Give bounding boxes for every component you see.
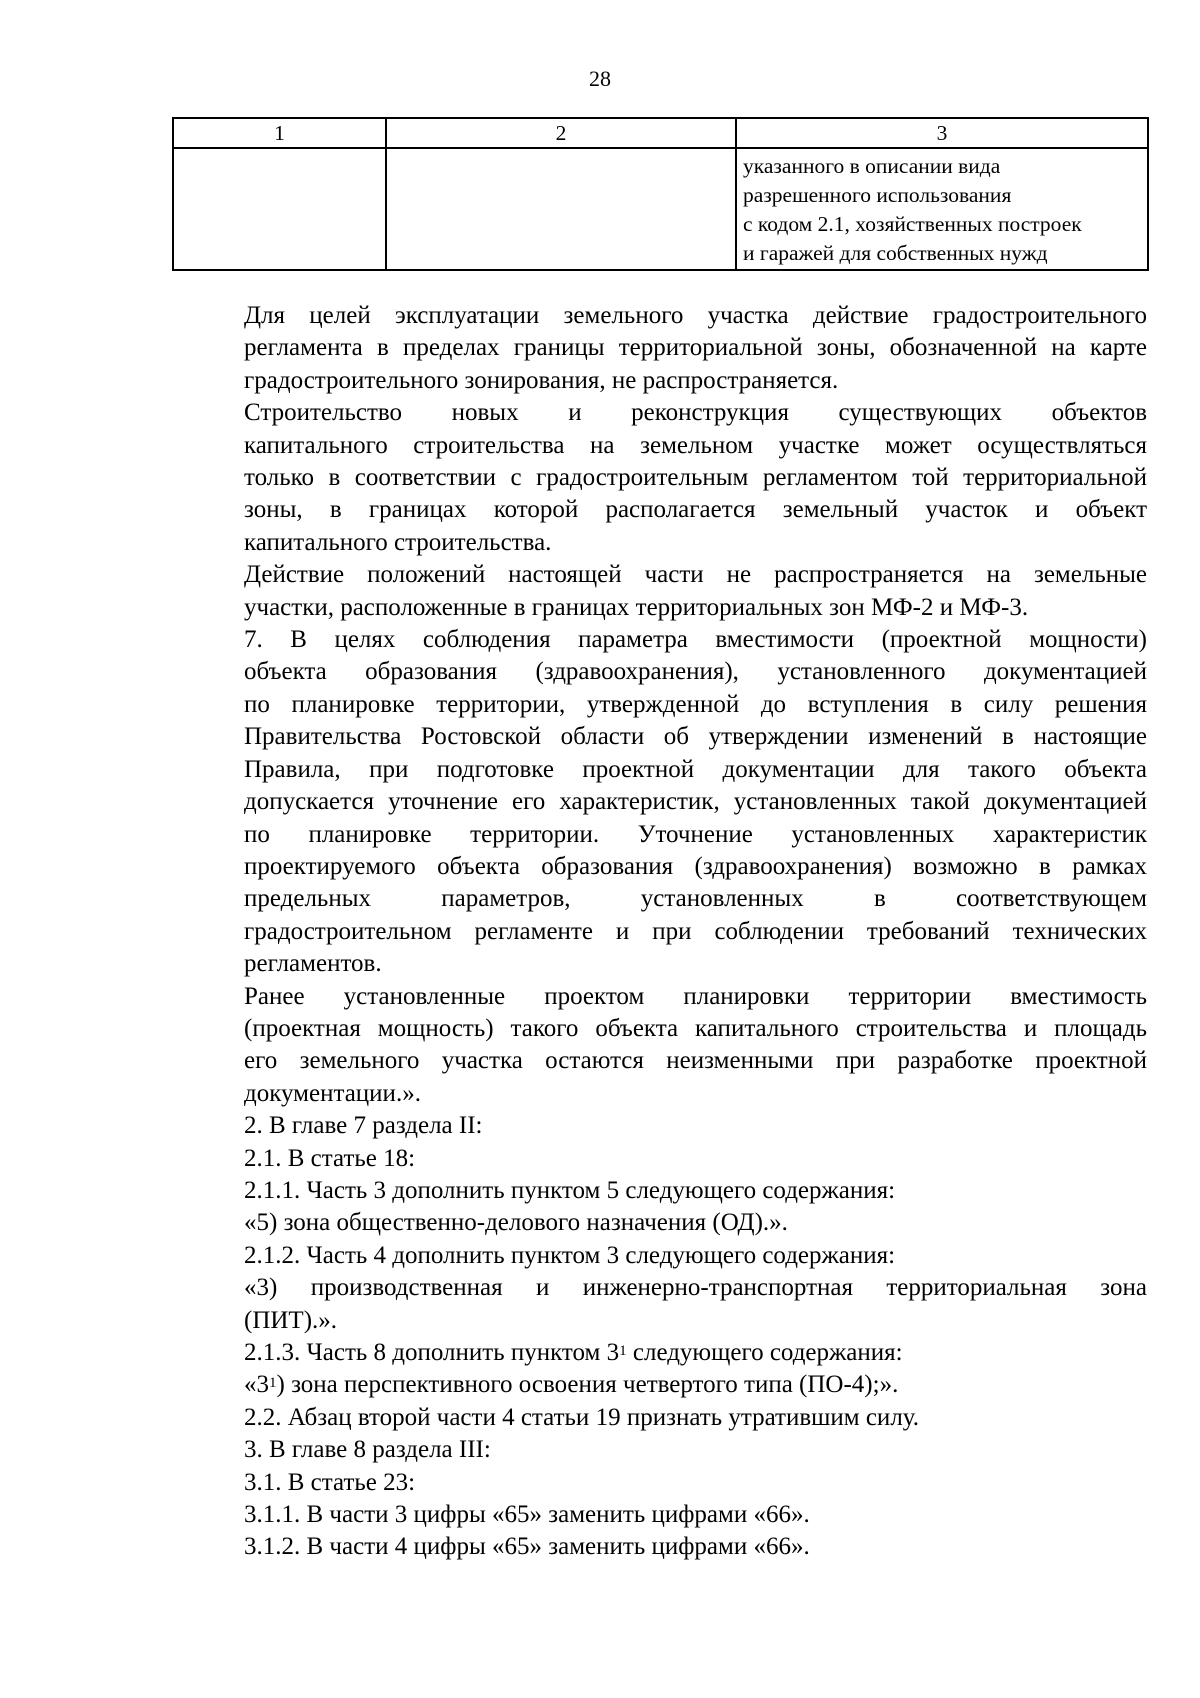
paragraph-line: 2.1.2. Часть 4 дополнить пунктом 3 следующего содержания: <box>244 1241 896 1269</box>
paragraph-line: градостроительного зонирования, не распространяется. <box>244 366 839 394</box>
paragraph-line: 7. В целях соблюдения параметра вместимости (проектной мощности) <box>244 626 1147 654</box>
body-text <box>172 300 1147 1564</box>
table-header-row <box>173 118 1148 148</box>
paragraph-line: 3.1. В статье 23: <box>244 1468 416 1496</box>
text-fragment: «3 <box>244 1371 269 1399</box>
paragraph <box>172 1467 1147 1499</box>
paragraph <box>172 1240 1147 1272</box>
paragraph-line: Ранее установленные проектом планировки территории вместимость <box>244 982 1147 1010</box>
paragraph <box>172 981 1147 1111</box>
cell-line: и гаражей для собственных нужд <box>743 241 1048 265</box>
paragraph-line: «3) производственная и инженерно-транспортная территориальная зона <box>244 1274 1147 1302</box>
paragraph-line: регламентов. <box>244 950 382 978</box>
superscript: 1 <box>619 1343 627 1359</box>
paragraph <box>172 1402 1147 1434</box>
paragraph-line: (проектная мощность) такого объекта капитального строительства и площадь <box>244 1014 1147 1042</box>
paragraph <box>172 1207 1147 1239</box>
continuation-table <box>172 117 1149 271</box>
table-header-cell: 2 <box>386 118 736 148</box>
cell-line: разрешенного использования <box>743 183 1012 207</box>
paragraph-line: регламента в пределах границы территориальной зоны, обозначенной на карте <box>244 334 1147 362</box>
paragraph-line: Для целей эксплуатации земельного участка действие градостроительного <box>244 302 1147 329</box>
paragraph-line: по планировке территории, утвержденной до вступления в силу решения <box>244 690 1147 718</box>
table-row <box>173 148 1148 270</box>
cell-line: указанного в описании вида <box>743 154 1001 178</box>
paragraph-line: Строительство новых и реконструкция существующих объектов <box>244 399 1147 427</box>
paragraph-line: Правила, при подготовке проектной документации для такого объекта <box>244 755 1147 783</box>
table-cell-description <box>736 148 1148 270</box>
paragraph-line: 2.2. Абзац второй части 4 статьи 19 признать утратившим силу. <box>244 1403 920 1431</box>
paragraph-line: его земельного участка остаются неизменными при разработке проектной <box>244 1047 1147 1075</box>
cell-line: с кодом 2.1, хозяйственных построек <box>743 212 1082 236</box>
table-cell <box>386 148 736 270</box>
paragraph-line: документации.». <box>244 1079 421 1107</box>
paragraph-line: 3.1.1. В части 3 цифры «65» заменить цифрами «66». <box>244 1501 810 1529</box>
paragraph-line: 2.1.1. Часть 3 дополнить пунктом 5 следующего содержания: <box>244 1176 896 1204</box>
paragraph <box>172 1434 1147 1466</box>
text-fragment: следующего содержания: <box>626 1339 903 1366</box>
paragraph <box>172 1272 1147 1337</box>
paragraph-line: по планировке территории. Уточнение установленных характеристик <box>244 820 1147 848</box>
paragraph-line: участки, расположенные в границах территориальных зон МФ-2 и МФ-3. <box>244 593 1029 621</box>
paragraph <box>172 559 1147 624</box>
paragraph <box>172 1110 1147 1142</box>
table-header-cell: 3 <box>736 118 1148 148</box>
paragraph <box>172 1175 1147 1207</box>
superscript: 1 <box>269 1375 277 1392</box>
page-number: 28 <box>589 66 611 91</box>
paragraph-line: Действие положений настоящей части не распространяется на земельные <box>244 561 1147 589</box>
paragraph <box>172 1531 1147 1563</box>
text-fragment: ) зона перспективного освоения четвертого типа (ПО-4);». <box>276 1371 899 1399</box>
paragraph-line: проектируемого объекта образования (здравоохранения) возможно в рамках <box>244 852 1147 880</box>
paragraph <box>172 1337 1147 1369</box>
paragraph-line <box>172 1369 1147 1401</box>
paragraph <box>172 1499 1147 1531</box>
paragraph-line: объекта образования (здравоохранения), установленного документацией <box>244 658 1147 686</box>
paragraph-line: «5) зона общественно-делового назначения (ОД).». <box>244 1209 788 1237</box>
paragraph-line: 3. В главе 8 раздела III: <box>244 1436 491 1464</box>
paragraph-line: капитального строительства. <box>244 528 552 556</box>
paragraph-line: (ПИТ).». <box>244 1306 338 1334</box>
paragraph <box>172 300 1147 397</box>
paragraph-line: Правительства Ростовской области об утверждении изменений в настоящие <box>244 723 1147 751</box>
paragraph-line: зоны, в границах которой располагается земельный участок и объект <box>244 496 1147 524</box>
text-fragment: 2.1.3. Часть 8 дополнить пунктом 3 <box>244 1339 620 1366</box>
table-header-cell: 1 <box>173 118 386 148</box>
table-cell <box>173 148 386 270</box>
paragraph-line: капитального строительства на земельном участке может осуществляться <box>244 431 1147 459</box>
paragraph-line <box>172 1337 1147 1369</box>
paragraph-line: 2.1. В статье 18: <box>244 1144 416 1172</box>
paragraph-line: 2. В главе 7 раздела II: <box>244 1112 483 1140</box>
paragraph <box>172 1143 1147 1175</box>
paragraph-line: градостроительном регламенте и при соблюдении требований технических <box>244 917 1147 945</box>
paragraph-line: предельных параметров, установленных в соответствующем <box>244 885 1147 913</box>
paragraph-line: 3.1.2. В части 4 цифры «65» заменить цифрами «66». <box>244 1533 810 1561</box>
paragraph-line: только в соответствии с градостроительным регламентом той территориальной <box>244 464 1147 492</box>
paragraph <box>172 397 1147 559</box>
paragraph-line: допускается уточнение его характеристик, установленных такой документацией <box>244 788 1147 816</box>
paragraph <box>172 624 1147 980</box>
paragraph <box>172 1369 1147 1401</box>
